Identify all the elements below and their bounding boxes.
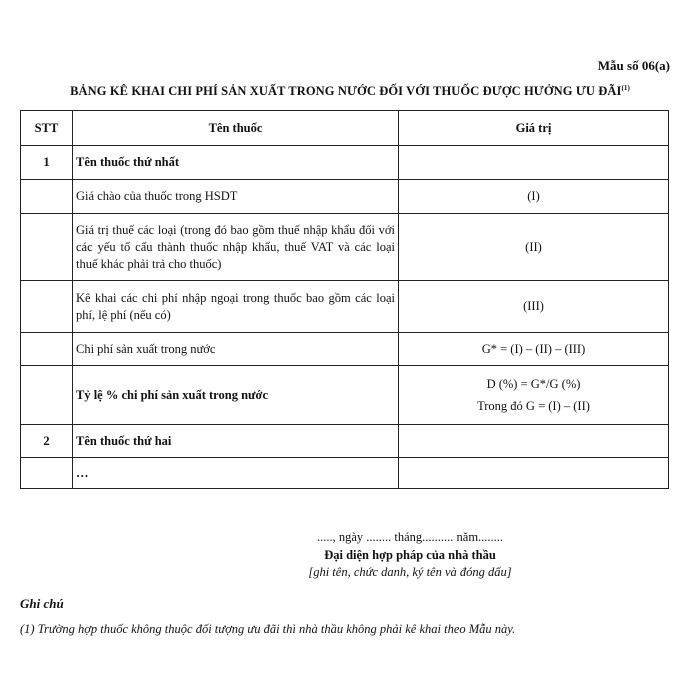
row-stt — [21, 366, 73, 425]
row-value: G* = (I) – (II) – (III) — [399, 333, 669, 366]
signature-instruction: [ghi tên, chức danh, ký tên và đóng dấu] — [308, 565, 512, 579]
row-stt: 1 — [21, 146, 73, 180]
row-value: (I) — [399, 180, 669, 214]
row-stt: 2 — [21, 425, 73, 458]
row-value — [399, 146, 669, 180]
row-value — [399, 425, 669, 458]
g-definition: Trong đó G = (I) – (II) — [477, 399, 590, 413]
note-text: (1) Trường hợp thuốc không thuộc đối tượng ưu đãi thì nhà thầu không phải kê khai theo Mẫu này. — [20, 622, 516, 636]
row-stt — [21, 333, 73, 366]
row-stt — [21, 458, 73, 489]
header-value: Giá trị — [399, 111, 669, 146]
row-name: Chi phí sản xuất trong nước — [73, 333, 399, 366]
table-row — [21, 281, 669, 333]
row-value — [399, 458, 669, 489]
row-value: (II) — [399, 214, 669, 281]
row-stt — [21, 214, 73, 281]
row-name: Tên thuốc thứ nhất — [73, 146, 399, 180]
signature-role: Đại diện hợp pháp của nhà thầu — [324, 548, 496, 562]
row-value — [399, 366, 669, 425]
row-name: Kê khai các chi phí nhập ngoại trong thuốc bao gồm các loại phí, lệ phí (nếu có) — [73, 281, 399, 333]
table-row — [21, 180, 669, 214]
cost-declaration-table — [20, 110, 669, 489]
title-text: BẢNG KÊ KHAI CHI PHÍ SẢN XUẤT TRONG NƯỚC ĐỐI VỚI THUỐC ĐƯỢC HƯỞNG ƯU ĐÃI — [70, 84, 622, 99]
row-name: Giá chào của thuốc trong HSDT — [73, 180, 399, 214]
row-name: … — [73, 458, 399, 489]
table-row — [21, 366, 669, 425]
title-footnote-marker: (1) — [621, 84, 630, 92]
row-name: Tên thuốc thứ hai — [73, 425, 399, 458]
percent-formula: D (%) = G*/G (%) — [486, 377, 581, 391]
row-value: (III) — [399, 281, 669, 333]
row-name: Tỷ lệ % chi phí sản xuất trong nước — [73, 366, 399, 425]
table-header-row — [21, 111, 669, 146]
signature-date-line: ....., ngày ........ tháng.......... năm........ — [316, 530, 504, 544]
table-row — [21, 333, 669, 366]
header-drug-name: Tên thuốc — [73, 111, 399, 146]
table-row — [21, 146, 669, 180]
table-row — [21, 425, 669, 458]
table-row — [21, 458, 669, 489]
row-stt — [21, 281, 73, 333]
note-title: Ghi chú — [20, 596, 64, 611]
row-name: Giá trị thuế các loại (trong đó bao gồm thuế nhập khẩu đối với các yếu tố cấu thành thuốc nhập khẩu, thuế VAT và các loại thuế khác phải trả cho thuốc) — [73, 214, 399, 281]
form-number: Mẫu số 06(a) — [597, 58, 670, 73]
document-title — [0, 84, 700, 99]
row-stt — [21, 180, 73, 214]
table-row — [21, 214, 669, 281]
header-stt: STT — [21, 111, 73, 146]
